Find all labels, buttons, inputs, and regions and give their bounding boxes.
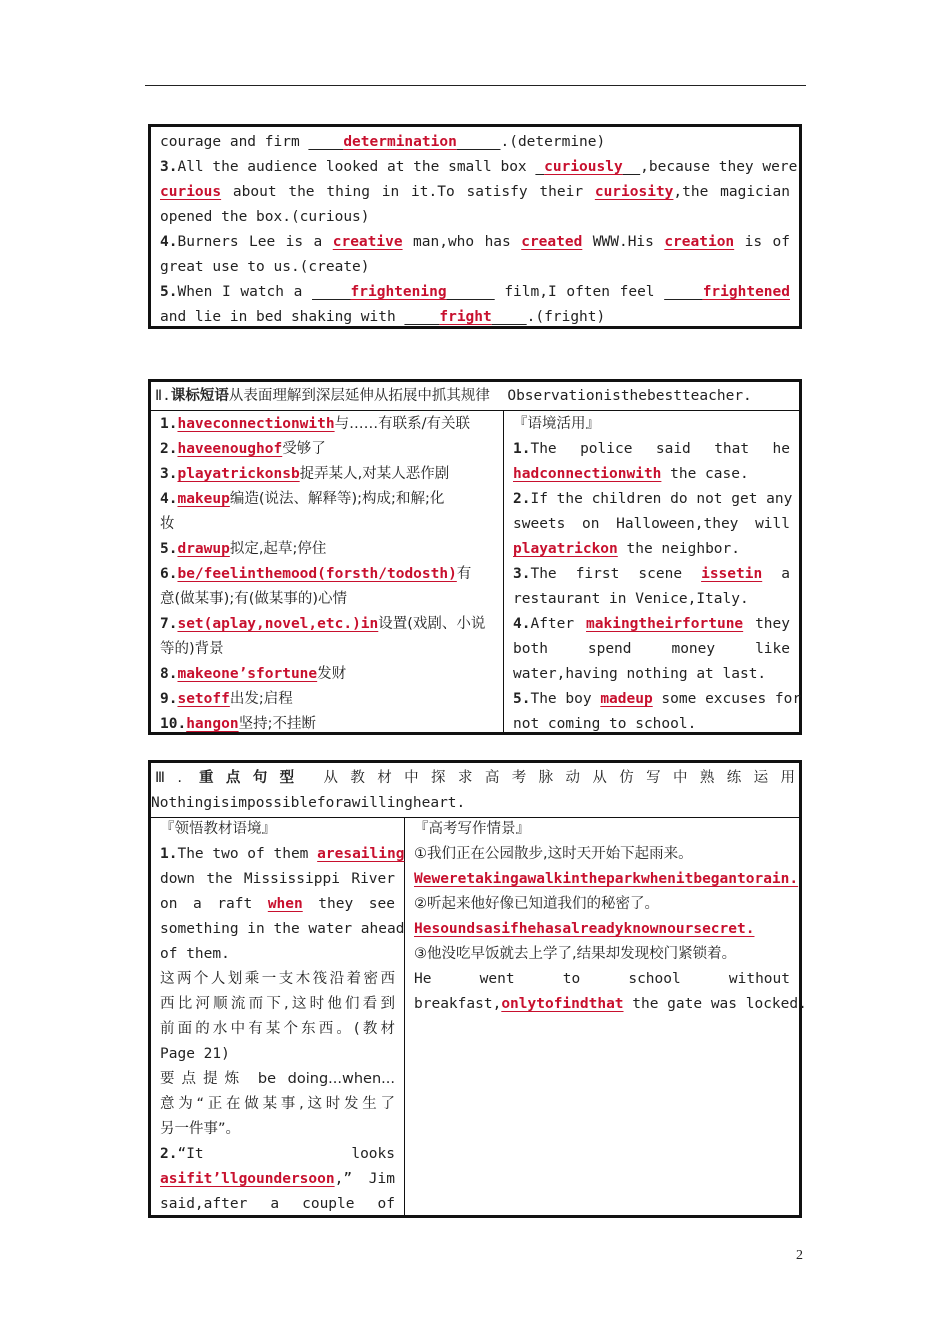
item-number: 9. bbox=[160, 691, 178, 707]
text: the case. bbox=[661, 466, 749, 482]
item-number: 3. bbox=[513, 566, 531, 582]
note-line: 另一件事”。 bbox=[160, 1121, 241, 1137]
item-number: 7. bbox=[160, 616, 178, 632]
page-number: 2 bbox=[796, 1248, 803, 1263]
text: breakfast, bbox=[414, 996, 502, 1012]
phrases-box bbox=[148, 379, 802, 735]
exercise-line bbox=[513, 537, 790, 562]
text: film,I often feel bbox=[494, 284, 665, 300]
phrase-meaning: 与……有联系/有关联 bbox=[334, 416, 470, 432]
answer: onlytofindthat bbox=[501, 996, 624, 1012]
header-rule bbox=[145, 85, 806, 86]
text: the gate was locked. bbox=[623, 996, 807, 1012]
exercise-line: both spend money like bbox=[513, 641, 790, 657]
phrase-item bbox=[160, 412, 494, 437]
writing-scenarios bbox=[405, 817, 807, 1215]
roman-numeral: Ⅲ. bbox=[155, 770, 182, 786]
text: The two of them bbox=[177, 846, 318, 862]
answer: creative bbox=[332, 234, 403, 250]
exercise-line bbox=[414, 992, 807, 1017]
item-number: 2. bbox=[160, 1146, 178, 1162]
text: some excuses for bbox=[652, 691, 802, 707]
answer: curiously bbox=[544, 159, 623, 175]
text: and lie in bed shaking with bbox=[160, 309, 405, 325]
answer: haveenoughof bbox=[177, 441, 283, 457]
phrase-meaning: 发财 bbox=[317, 666, 347, 682]
text: The first scene bbox=[530, 566, 702, 582]
exercise-line bbox=[160, 280, 790, 305]
exercise-line bbox=[160, 305, 790, 330]
section-title-bold: 重点句型 bbox=[199, 770, 307, 786]
phrase-meaning: 妆 bbox=[160, 516, 175, 532]
item-number: 5. bbox=[160, 541, 178, 557]
exercise-line: opened the box.(curious) bbox=[160, 209, 370, 225]
exercise-line bbox=[160, 842, 405, 867]
section-title-bold: 课标短语 bbox=[170, 388, 229, 404]
answer: makeup bbox=[177, 491, 230, 507]
phrase-item bbox=[160, 487, 494, 512]
text: When I watch a bbox=[177, 284, 313, 300]
item-number: 4. bbox=[160, 491, 178, 507]
exercise-line: restaurant in Venice,Italy. bbox=[513, 591, 749, 607]
answer: frightened bbox=[702, 284, 790, 300]
phrase-meaning: 有 bbox=[456, 566, 472, 582]
item-number: 2. bbox=[160, 441, 178, 457]
section-subtitle: 从表面理解到深层延伸从拓展中抓其规律 bbox=[228, 388, 490, 404]
phrase-meaning: 编造(说法、解释等);构成;和解;化 bbox=[229, 491, 445, 507]
prompt-line: ②听起来他好像已知道我们的秘密了。 bbox=[414, 896, 659, 912]
phrase-meaning: 意(做某事);有(做某事的)心情 bbox=[160, 591, 348, 607]
item-number: 6. bbox=[160, 566, 178, 582]
note-line: 意为“正在做某事,这时发生了 bbox=[160, 1096, 395, 1112]
exercise-line: He went to school without bbox=[414, 971, 790, 987]
answer: madeup bbox=[600, 691, 653, 707]
textbook-context bbox=[151, 817, 404, 1215]
answer: makingtheirfortune bbox=[586, 616, 744, 632]
text: man,who has bbox=[402, 234, 522, 250]
item-number: 8. bbox=[160, 666, 178, 682]
item-number: 4. bbox=[513, 616, 531, 632]
answer: when bbox=[267, 896, 303, 912]
section-subtitle: 从教材中探求高考脉动从仿写中熟练运用 bbox=[323, 770, 796, 786]
exercise-line bbox=[160, 180, 790, 205]
phrase-item bbox=[160, 587, 494, 612]
context-usage bbox=[504, 410, 802, 732]
answer: hadconnectionwith bbox=[513, 466, 662, 482]
text: All the audience looked at the small box bbox=[177, 159, 536, 175]
exercise-line: of them. bbox=[160, 946, 230, 962]
text: WWW.His bbox=[582, 234, 665, 250]
item-number: 5. bbox=[160, 284, 178, 300]
answer: be/feelinthemood(forsth/todosth) bbox=[177, 566, 457, 582]
motto: Observationisthebestteacher. bbox=[507, 388, 752, 404]
item-number: 3. bbox=[160, 159, 178, 175]
answer: playatrickon bbox=[513, 541, 618, 557]
answer: frightening bbox=[350, 284, 447, 300]
exercise-line bbox=[160, 1142, 395, 1167]
text: After bbox=[530, 616, 587, 632]
item-number: 5. bbox=[513, 691, 531, 707]
answer: asifit’llgoundersoon bbox=[160, 1171, 335, 1187]
answer: Weweretakingawalkintheparkwhenitbegantorain. bbox=[414, 871, 799, 887]
phrase-item bbox=[160, 562, 494, 587]
column-heading: 『领悟教材语境』 bbox=[160, 821, 276, 837]
note-line: 要点提炼 be doing...when... bbox=[160, 1071, 395, 1087]
exercise-line: sweets on Halloween,they will bbox=[513, 516, 790, 532]
exercise-line bbox=[513, 487, 793, 512]
exercise-line: said,after a couple of bbox=[160, 1196, 395, 1212]
answer: hangon bbox=[186, 716, 239, 732]
phrase-item bbox=[160, 637, 494, 662]
exercise-line bbox=[160, 155, 798, 180]
phrase-item bbox=[160, 462, 494, 487]
text: The boy bbox=[530, 691, 601, 707]
answer: issetin bbox=[701, 566, 763, 582]
text: they bbox=[743, 616, 790, 632]
text: ,the magician bbox=[673, 184, 790, 200]
exercise-line: down the Mississippi River bbox=[160, 871, 395, 887]
exercise-line bbox=[160, 892, 395, 917]
phrase-item bbox=[160, 537, 494, 562]
source-line: Page 21) bbox=[160, 1046, 230, 1062]
answer-line bbox=[414, 917, 790, 942]
exercise-line: not coming to school. bbox=[513, 716, 697, 732]
motto: Nothingisimpossibleforawillingheart. bbox=[151, 795, 466, 811]
text: Burners Lee is a bbox=[177, 234, 333, 250]
answer: determination bbox=[343, 134, 457, 150]
exercise-line bbox=[160, 130, 790, 155]
phrase-item bbox=[160, 712, 494, 737]
prompt-line: ①我们正在公园散步,这时天开始下起雨来。 bbox=[414, 846, 693, 862]
phrase-meaning: 捉弄某人,对某人恶作剧 bbox=[299, 466, 450, 482]
section-title bbox=[155, 766, 795, 791]
answer-line bbox=[414, 867, 799, 892]
answer: Hesoundsasifhehasalreadyknownoursecret. bbox=[414, 921, 755, 937]
exercise-line bbox=[160, 230, 790, 255]
exercise-line: great use to us.(create) bbox=[160, 259, 370, 275]
section-header bbox=[151, 763, 799, 818]
answer: fright bbox=[439, 309, 492, 325]
phrase-list bbox=[151, 410, 503, 732]
answer: aresailing bbox=[317, 846, 405, 862]
answer: playatrickonsb bbox=[177, 466, 300, 482]
exercise-line bbox=[513, 612, 790, 637]
item-number: 10. bbox=[160, 716, 187, 732]
text: is of bbox=[734, 234, 790, 250]
translation-line: 前面的水中有某个东西。(教材 bbox=[160, 1021, 395, 1037]
phrase-meaning: 等的)背景 bbox=[160, 641, 224, 657]
phrase-meaning: 受够了 bbox=[282, 441, 326, 457]
answer: curious bbox=[160, 184, 222, 200]
item-number: 1. bbox=[513, 441, 531, 457]
exercise-line bbox=[513, 562, 790, 587]
item-number: 4. bbox=[160, 234, 178, 250]
phrase-meaning: 拟定,起草;停住 bbox=[229, 541, 327, 557]
text: ,because they were bbox=[640, 159, 798, 175]
text: about the thing in it.To satisfy their bbox=[221, 184, 595, 200]
roman-numeral: Ⅱ. bbox=[155, 388, 171, 404]
phrase-meaning: 设置(戏剧、小说 bbox=[378, 616, 486, 632]
word-forms-box bbox=[148, 124, 802, 329]
text: a bbox=[762, 566, 790, 582]
text: If the children do not get any bbox=[530, 491, 793, 507]
phrase-item bbox=[160, 687, 494, 712]
section-title bbox=[155, 384, 795, 409]
exercise-line: water,having nothing at last. bbox=[513, 666, 767, 682]
text: they see bbox=[302, 896, 395, 912]
exercise-line: something in the water ahead bbox=[160, 921, 405, 937]
prompt-line: ③他没吃早饭就去上学了,结果却发现校门紧锁着。 bbox=[414, 946, 737, 962]
text: the neighbor. bbox=[617, 541, 740, 557]
sentence-patterns-box bbox=[148, 760, 807, 1218]
text: “It looks bbox=[177, 1146, 395, 1162]
answer: creation bbox=[664, 234, 735, 250]
answer: haveconnectionwith bbox=[177, 416, 335, 432]
translation-line: 这两个人划乘一支木筏沿着密西 bbox=[160, 971, 395, 987]
item-number: 1. bbox=[160, 846, 178, 862]
section-header bbox=[151, 382, 799, 411]
phrase-meaning: 坚持;不挂断 bbox=[238, 716, 316, 732]
phrase-item bbox=[160, 612, 494, 637]
exercise-line bbox=[513, 687, 802, 712]
exercise-line bbox=[160, 1167, 395, 1192]
answer: set(aplay,novel,etc.)in bbox=[177, 616, 379, 632]
answer: drawup bbox=[177, 541, 230, 557]
phrase-meaning: 出发;启程 bbox=[229, 691, 293, 707]
item-number: 3. bbox=[160, 466, 178, 482]
answer: makeone’sfortune bbox=[177, 666, 318, 682]
text: ,” Jim bbox=[334, 1171, 395, 1187]
translation-line: 西比河顺流而下,这时他们看到 bbox=[160, 996, 395, 1012]
answer: created bbox=[521, 234, 583, 250]
phrase-item bbox=[160, 512, 494, 537]
item-number: 1. bbox=[160, 416, 178, 432]
text: .(fright) bbox=[526, 309, 606, 325]
column-heading: 『语境活用』 bbox=[513, 416, 600, 432]
phrase-item bbox=[160, 437, 494, 462]
phrase-item bbox=[160, 662, 494, 687]
exercise-line bbox=[513, 462, 790, 487]
answer: setoff bbox=[177, 691, 230, 707]
text: .(determine) bbox=[500, 134, 606, 150]
exercise-line bbox=[513, 437, 790, 462]
text: The police said that he bbox=[530, 441, 790, 457]
text: on a raft bbox=[160, 896, 268, 912]
text: courage and firm bbox=[160, 134, 309, 150]
item-number: 2. bbox=[513, 491, 531, 507]
column-heading: 『高考写作情景』 bbox=[414, 821, 530, 837]
answer: curiosity bbox=[594, 184, 674, 200]
